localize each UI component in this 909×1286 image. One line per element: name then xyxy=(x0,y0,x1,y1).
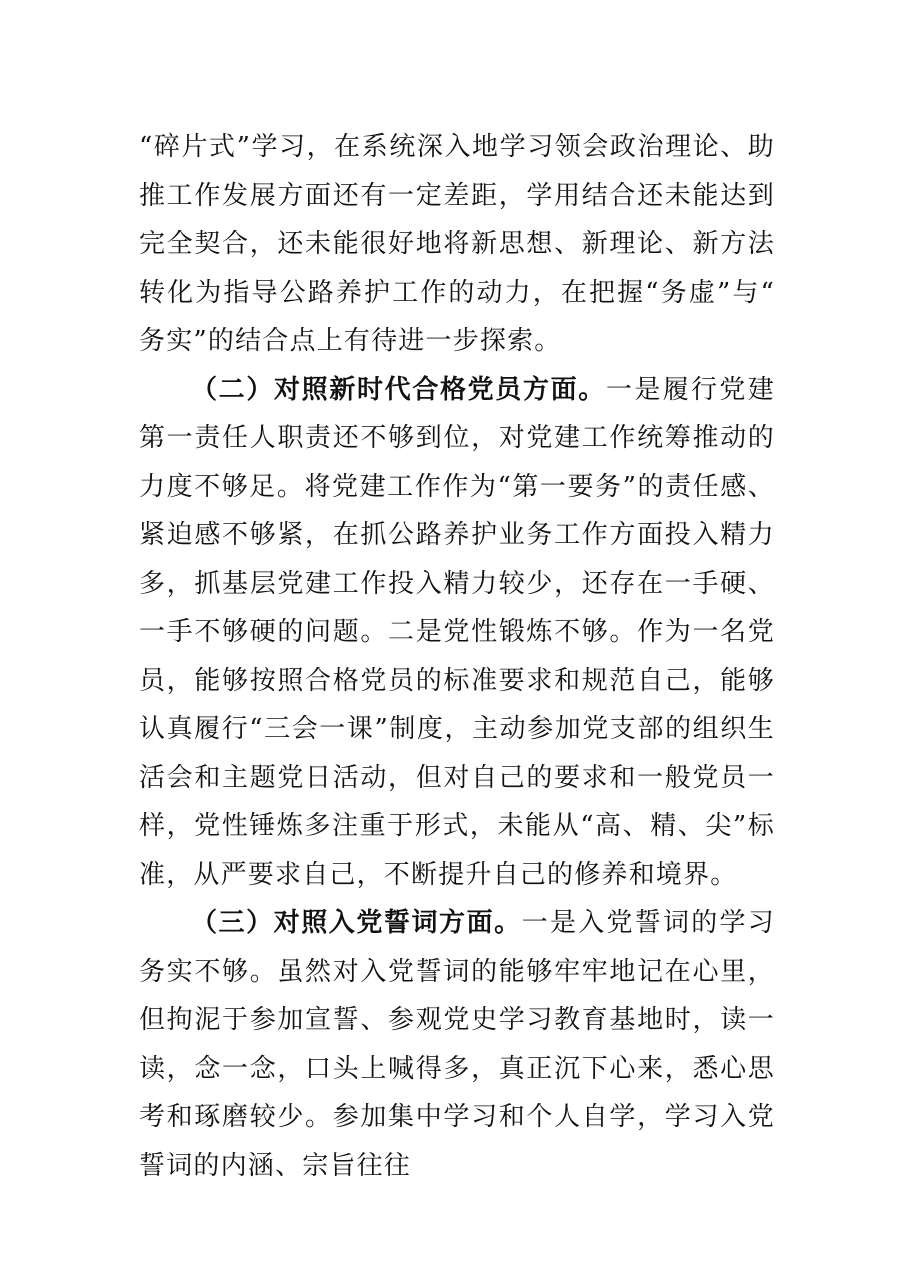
paragraph-text: “碎片式”学习，在系统深入地学习领会政治理论、助推工作发展方面还有一定差距，学用结合还未能达到完全契合，还未能很好地将新思想、新理论、新方法转化为指导公路养护工作的动力，在把握“务虚”与“务实”的结合点上有待进一步探索。 xyxy=(139,132,775,356)
paragraph-text: 一是入党誓词的学习务实不够。虽然对入党誓词的能够牢牢地记在心里，但拘泥于参加宣誓、参观党史学习教育基地时，读一读，念一念，口头上喊得多，真正沉下心来，悉心思考和琢磨较少。参加集中学习和个人自学，学习入党誓词的内涵、宗旨往往 xyxy=(139,908,775,1181)
section-heading: （三）对照入党誓词方面。 xyxy=(191,908,522,938)
document-body xyxy=(139,123,775,1190)
paragraph-text: 一是履行党建第一责任人职责还不够到位，对党建工作统筹推动的力度不够足。将党建工作作为“第一要务”的责任感、紧迫感不够紧，在抓公路养护业务工作方面投入精力多，抓基层党建工作投入精力较少，还存在一手硬、一手不够硬的问题。二是党性锻炼不够。作为一名党员，能够按照合格党员的标准要求和规范自己，能够认真履行“三会一课”制度，主动参加党支部的组织生活会和主题党日活动，但对自己的要求和一般党员一样，党性锤炼多注重于形式，未能从“高、精、尖”标准，从严要求自己，不断提升自己的修养和境界。 xyxy=(139,374,775,890)
paragraph-section-2 xyxy=(139,366,775,900)
paragraph-continuation xyxy=(139,123,775,366)
section-heading: （二）对照新时代合格党员方面。 xyxy=(191,374,606,405)
paragraph-section-3 xyxy=(139,899,775,1190)
